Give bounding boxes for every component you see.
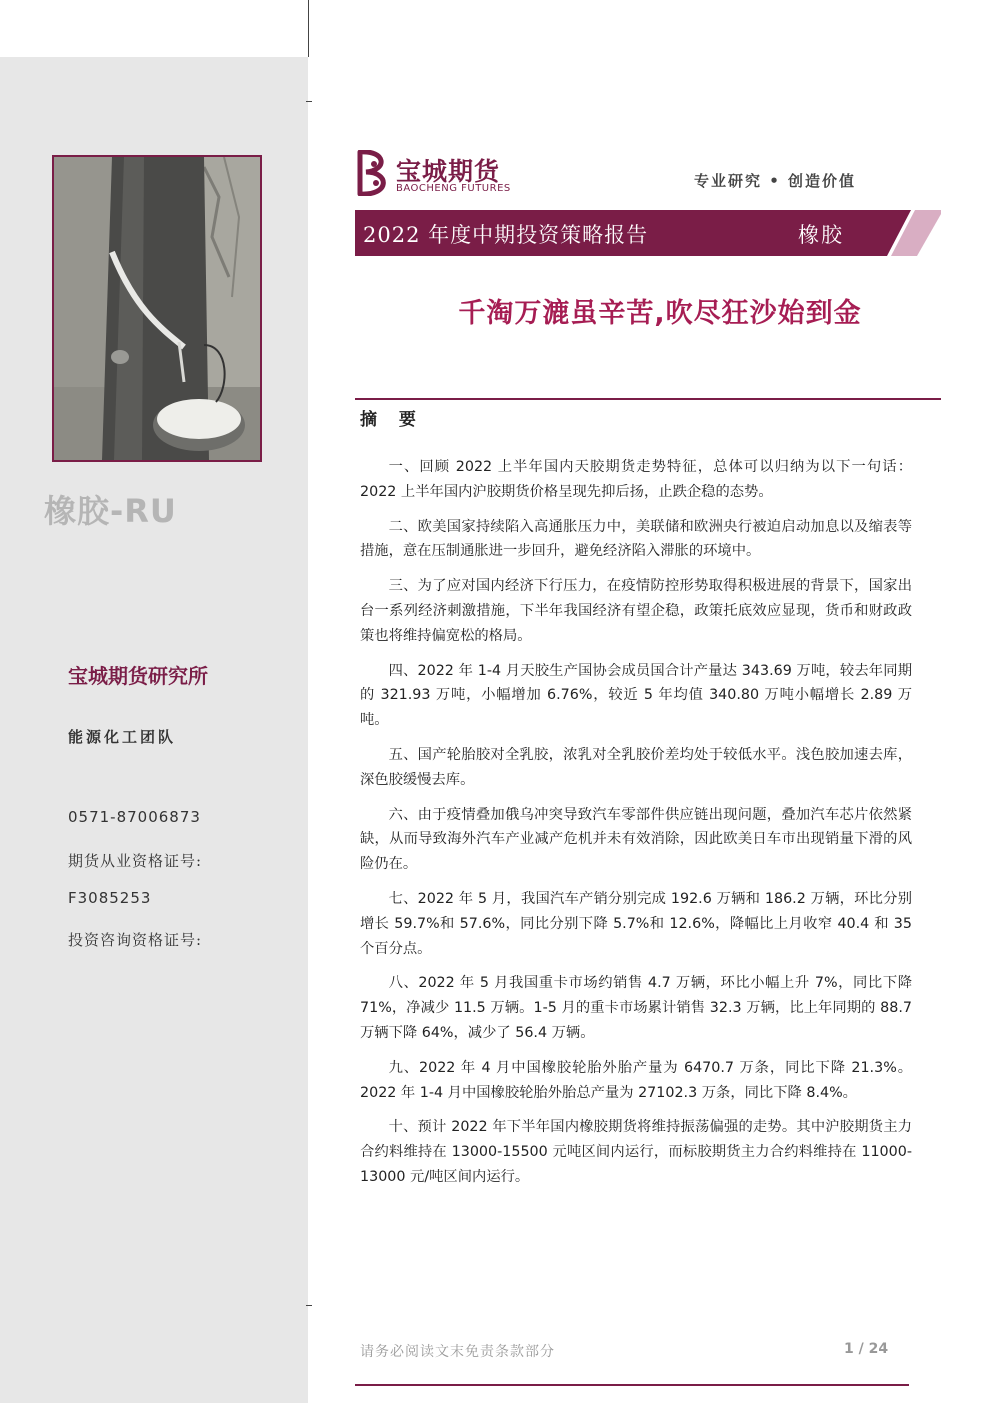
- crop-mark: [306, 101, 312, 102]
- crop-mark: [308, 0, 309, 57]
- abstract-paragraph: 三、为了应对国内经济下行压力，在疫情防控形势取得积极进展的背景下，国家出台一系列经济刺激措施，下半年我国经济有望企稳，政策托底效应显现，货币和财政政策也将维持偏宽松的格局。: [360, 578, 912, 644]
- report-category: 橡胶: [798, 223, 844, 247]
- divider: [355, 398, 941, 400]
- abstract-paragraph: 七、2022 年 5 月，我国汽车产销分别完成 192.6 万辆和 186.2 万辆，环比分别增长 59.7%和 57.6%，同比分别下降 5.7%和 12.6%，降幅比上月收窄 40.4 和 35 个百分点。: [360, 890, 912, 957]
- futures-cert-value: F3085253: [68, 889, 152, 907]
- abstract-paragraph: 六、由于疫情叠加俄乌冲突导致汽车零部件供应链出现问题，叠加汽车芯片依然紧缺，从而导致海外汽车产业减产危机并未有效消除，因此欧美日车市出现销量下滑的风险仍在。: [360, 806, 912, 873]
- abstract-paragraph: 九、2022 年 4 月中国橡胶轮胎外胎产量为 6470.7 万条，同比下降 21.3%。2022 年 1-4 月中国橡胶轮胎外胎总产量为 27102.3 万条，同比下降 8.4%。: [360, 1059, 912, 1101]
- abstract-heading: 摘 要: [360, 410, 424, 430]
- abstract-paragraph: 一、回顾 2022 上半年国内天胶期货走势特征，总体可以归纳为以下一句话：2022 上半年国内沪胶期货价格呈现先抑后扬，止跌企稳的态势。: [360, 459, 912, 500]
- invest-cert-label: 投资咨询资格证号:: [68, 931, 203, 949]
- team-name: 能源化工团队: [68, 728, 177, 746]
- logo-text-cn: 宝城期货: [396, 157, 501, 186]
- institute-name: 宝城期货研究所: [68, 664, 208, 688]
- page-number: 1 / 24: [844, 1341, 889, 1357]
- phone-number: 0571-87006873: [68, 808, 201, 826]
- company-logo: [356, 150, 526, 200]
- disclaimer-note: 请务必阅读文末免责条款部分: [360, 1344, 555, 1360]
- abstract-paragraph: 二、欧美国家持续陷入高通胀压力中，美联储和欧洲央行被迫启动加息以及缩表等措施，意在压制通胀进一步回升，避免经济陷入滞胀的环境中。: [360, 518, 912, 560]
- abstract-paragraph: 四、2022 年 1-4 月天胶生产国协会成员国合计产量达 343.69 万吨，较去年同期的 321.93 万吨，小幅增加 6.76%，较近 5 年均值 340.80 万吨小幅增长 2.89 万吨。: [360, 662, 912, 729]
- abstract-paragraph: 五、国产轮胎胶对全乳胶，浓乳对全乳胶价差均处于较低水平。浅色胶加速去库，深色胶缓慢去库。: [360, 746, 912, 788]
- crop-mark: [306, 1305, 312, 1306]
- commodity-label: 橡胶-RU: [44, 492, 177, 530]
- report-title: 2022 年度中期投资策略报告: [363, 223, 649, 247]
- abstract-body: [360, 455, 912, 1200]
- headline: 千淘万漉虽辛苦,吹尽狂沙始到金: [458, 298, 862, 329]
- abstract-paragraph: 十、预计 2022 年下半年国内橡胶期货将维持振荡偏强的走势。其中沪胶期货主力合约料维持在 13000-15500 元吨区间内运行，而标胶期货主力合约料维持在 11000-13000 元/吨区间内运行。: [360, 1119, 912, 1185]
- logo-mark-icon: [356, 150, 392, 196]
- slogan: 专业研究 • 创造价值: [694, 172, 857, 190]
- footer-divider: [355, 1384, 909, 1386]
- abstract-paragraph: 八、2022 年 5 月我国重卡市场约销售 4.7 万辆，环比小幅上升 7%，同比下降 71%，净减少 11.5 万辆。1-5 月的重卡市场累计销售 32.3 万辆，比上年同期的 88.7 万辆下降 64%，减少了 56.4 万辆。: [360, 975, 912, 1041]
- cover-photo: [52, 155, 262, 462]
- futures-cert-label: 期货从业资格证号:: [68, 852, 203, 870]
- logo-text-en: BAOCHENG FUTURES: [396, 183, 511, 194]
